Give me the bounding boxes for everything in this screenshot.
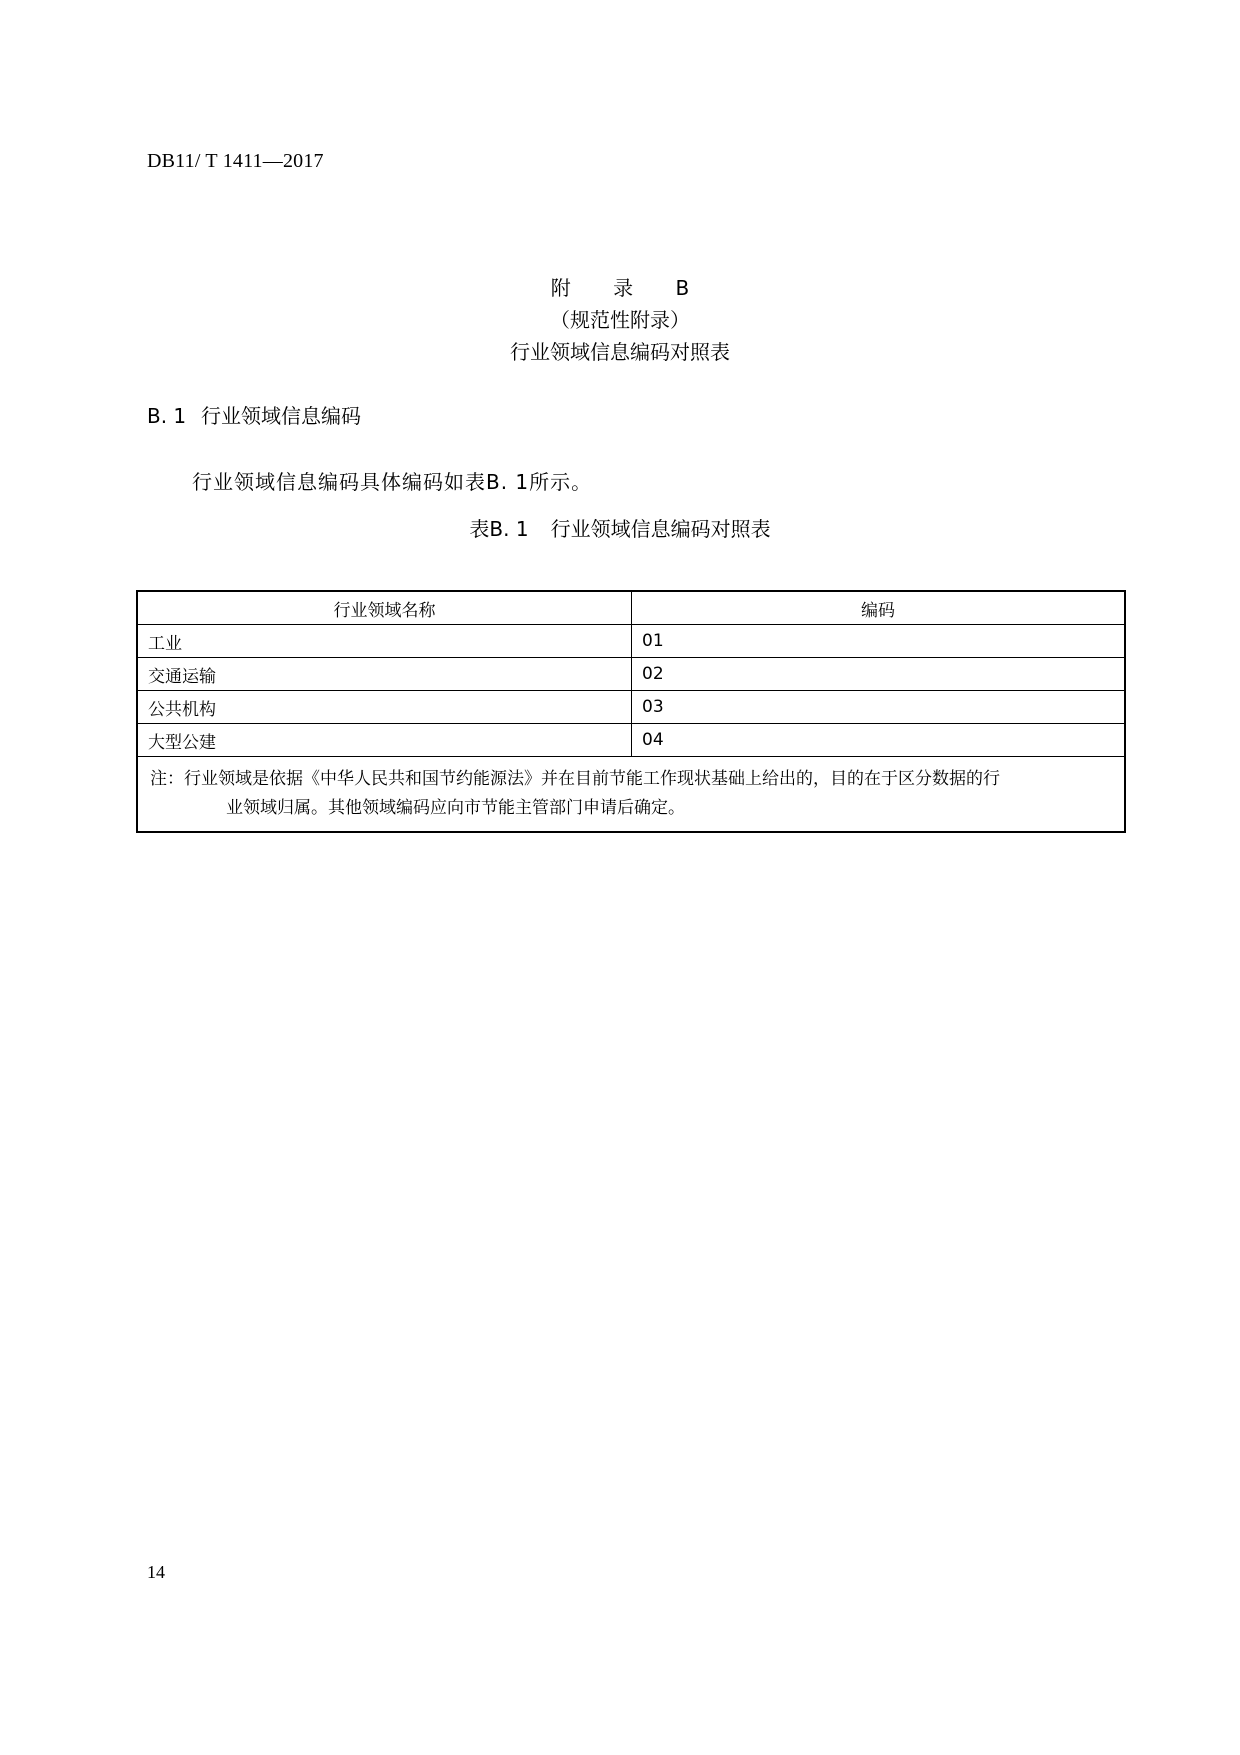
note-label: 注：: [150, 769, 184, 789]
table-caption: [0, 513, 1240, 542]
table-note-line-2: 业领域归属。其他领域编码应向市节能主管部门申请后确定。: [226, 798, 685, 818]
appendix-name-text: 行业领域信息编码对照表: [510, 340, 730, 364]
table-row: [137, 691, 1125, 724]
table-note: [137, 757, 1125, 833]
appendix-title: [0, 272, 1240, 301]
industry-code-cell: 03: [632, 691, 1126, 724]
section-title: 行业领域信息编码: [201, 404, 361, 428]
column-header-name: 行业领域名称: [137, 591, 632, 625]
section-paragraph: 行业领域信息编码具体编码如表B. 1所示。: [192, 470, 593, 494]
industry-name-cell: 大型公建: [137, 724, 632, 757]
industry-code-cell: 04: [632, 724, 1126, 757]
appendix-label: 附 录 B: [550, 276, 708, 300]
section-heading: [147, 400, 361, 429]
table-caption-title: 行业领域信息编码对照表: [550, 517, 771, 541]
table-header-row: [137, 591, 1125, 625]
column-header-code: 编码: [632, 591, 1126, 625]
industry-name-cell: 公共机构: [137, 691, 632, 724]
page-number: 14: [147, 1562, 165, 1582]
industry-name-cell: 交通运输: [137, 658, 632, 691]
code-table: [136, 590, 1126, 833]
appendix-subtitle: [0, 304, 1240, 333]
appendix-name: [0, 336, 1240, 365]
table-row: [137, 724, 1125, 757]
standard-number: DB11/ T 1411—2017: [147, 150, 324, 172]
industry-code-cell: 02: [632, 658, 1126, 691]
code-table-wrapper: [136, 590, 1126, 833]
note-text-1: 行业领域是依据《中华人民共和国节约能源法》并在目前节能工作现状基础上给出的，目的在于区分数据的行: [184, 769, 1000, 789]
industry-name-cell: 工业: [137, 625, 632, 658]
industry-code-cell: 01: [632, 625, 1126, 658]
table-caption-number: 表B. 1: [469, 517, 529, 541]
table-row: [137, 625, 1125, 658]
table-note-line-1: [150, 765, 1112, 794]
section-number: B. 1: [147, 404, 187, 428]
table-note-row: [137, 757, 1125, 833]
appendix-type: （规范性附录）: [550, 308, 690, 332]
table-row: [137, 658, 1125, 691]
